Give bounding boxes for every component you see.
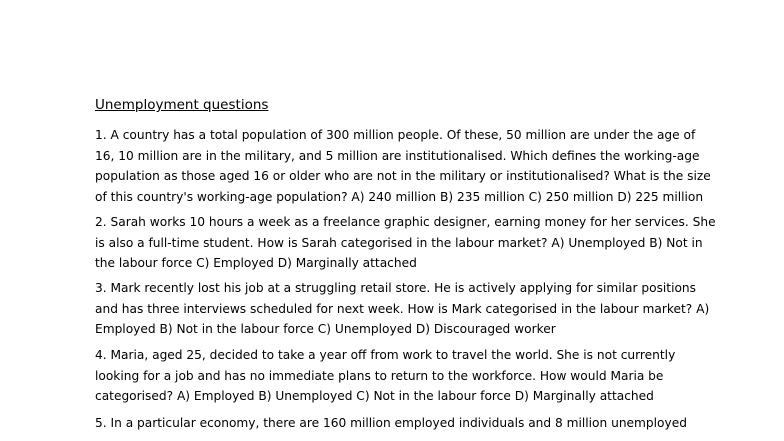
question-line: and has three interviews scheduled for next week. How is Mark categorised in the labour market? A) — [95, 301, 710, 316]
question-2 — [95, 212, 716, 274]
question-line: 16, 10 million are in the military, and 5 million are institutionalised. Which defines the working-age — [95, 148, 700, 163]
question-line: 5. In a particular economy, there are 160 million employed individuals and 8 million unemployed — [95, 416, 687, 430]
question-line: 2. Sarah works 10 hours a week as a freelance graphic designer, earning money for her services. She — [95, 215, 716, 229]
question-3 — [95, 278, 710, 340]
question-line: the labour force C) Employed D) Marginally attached — [95, 256, 417, 270]
question-line: population as those aged 16 or older who are not in the military or institutionalised? What is the size — [95, 169, 711, 183]
question-line: categorised? A) Employed B) Unemployed C) Not in the labour force D) Marginally attached — [95, 389, 654, 403]
question-line: Employed B) Not in the labour force C) Unemployed D) Discouraged worker — [95, 322, 556, 336]
question-line: is also a full-time student. How is Sarah categorised in the labour market? A) Unemployed B) Not in — [95, 235, 703, 250]
question-line: of this country's working-age population? A) 240 million B) 235 million C) 250 million D) 225 million — [95, 189, 704, 204]
question-4 — [95, 345, 695, 407]
question-5 — [95, 413, 695, 434]
question-1 — [95, 125, 711, 207]
question-line: 4. Maria, aged 25, decided to take a year off from work to travel the world. She is not currently — [95, 348, 676, 362]
question-line: looking for a job and has no immediate plans to return to the workforce. How would Maria be — [95, 368, 664, 383]
question-line: 1. A country has a total population of 300 million people. Of these, 50 million are under the age of — [95, 128, 696, 142]
document-title: Unemployment questions — [95, 97, 269, 113]
question-line: 3. Mark recently lost his job at a struggling retail store. He is actively applying for similar positions — [95, 281, 697, 295]
